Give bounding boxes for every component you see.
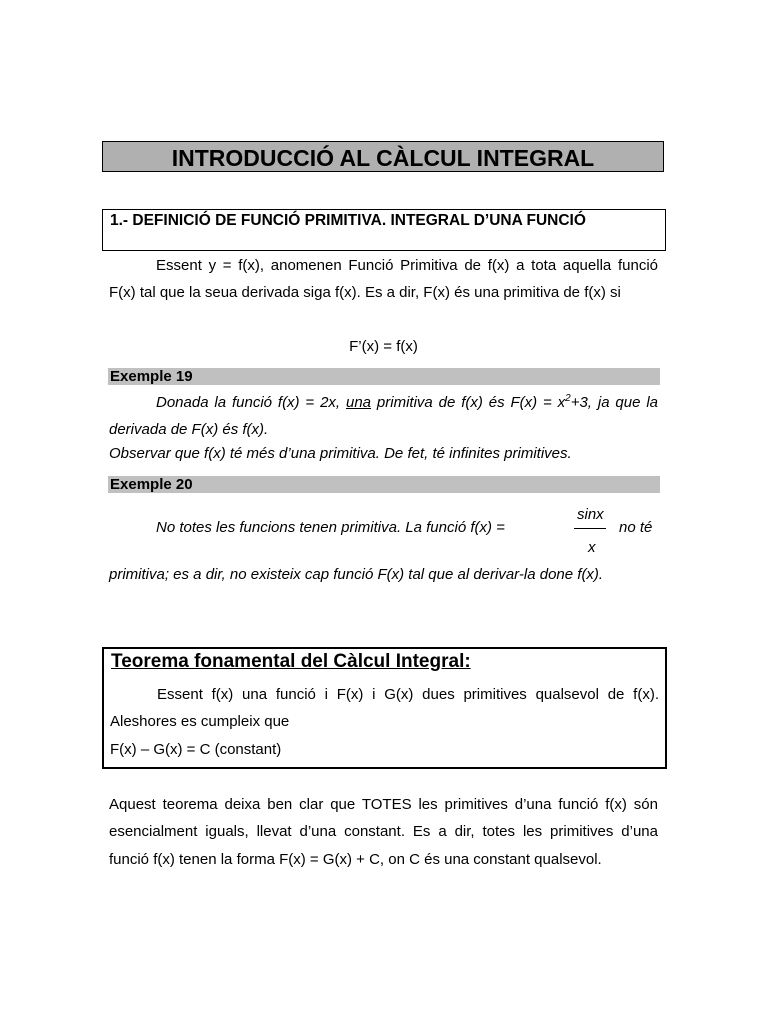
example-19-exponent: 2 — [565, 393, 571, 404]
conclusion-paragraph: Aquest teorema deixa ben clar que TOTES les primitives d’una funció f(x) són esencialment iguals, llevat d’una constant. Es a dir, totes les primitives d’una funció f(x) tenen la forma F(x) = G(x) + C, on C és una constant qualsevol. — [109, 796, 658, 868]
example-20-label: Exemple 20 — [108, 476, 660, 493]
example-20-continuation: primitiva; es a dir, no existeix cap funció F(x) tal que al derivar-la done f(x). — [109, 566, 604, 583]
theorem-body: Essent f(x) una funció i F(x) i G(x) dues primitives qualsevol de f(x). Aleshores es cumpleix que — [110, 686, 659, 731]
theorem-title: Teorema fonamental del Càlcul Integral: — [111, 651, 471, 672]
example-20-text-tail: no té — [619, 519, 653, 536]
section-heading: 1.- DEFINICIÓ DE FUNCIÓ PRIMITIVA. INTEGRAL D’UNA FUNCIÓ — [102, 209, 666, 251]
example-20-fraction-line — [109, 507, 658, 557]
fraction-numerator: sinx — [577, 506, 604, 523]
page-title: INTRODUCCIÓ AL CÀLCUL INTEGRAL — [102, 141, 664, 172]
theorem-box — [102, 647, 667, 769]
primitive-formula: F’(x) = f(x) — [349, 338, 418, 355]
example-19-observation: Observar que f(x) té més d’una primitiva. De fet, té infinites primitives. — [109, 445, 572, 462]
theorem-formula: F(x) – G(x) = C (constant) — [110, 741, 282, 758]
example-19-text-c: +3, ja que la derivada de F(x) és f(x). — [109, 394, 658, 439]
example-19-underlined: una — [345, 394, 372, 411]
fraction-bar — [574, 528, 606, 529]
example-19-label: Exemple 19 — [108, 368, 660, 385]
example-20-text: No totes les funcions tenen primitiva. La funció f(x) = — [156, 519, 505, 536]
example-19-text-b: primitiva de f(x) és F(x) = x — [371, 394, 566, 411]
example-19-text — [109, 385, 658, 444]
definition-paragraph: Essent y = f(x), anomenen Funció Primitiva de f(x) a tota aquella funció F(x) tal que la seua derivada siga f(x). Es a dir, F(x) és una primitiva de f(x) si — [109, 257, 658, 302]
fraction-denominator: x — [588, 539, 596, 556]
example-19-text-a: Donada la funció f(x) = 2x, — [156, 394, 346, 411]
